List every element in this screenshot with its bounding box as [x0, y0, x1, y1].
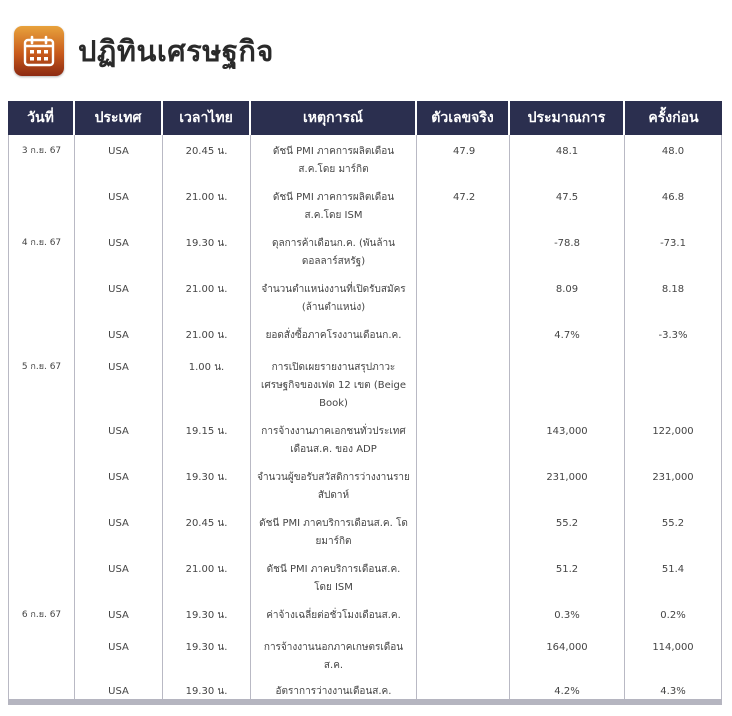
column-header-previous: ครั้งก่อน: [625, 101, 722, 135]
cell-forecast: 47.5: [510, 181, 625, 227]
cell-actual: [417, 507, 510, 553]
cell-actual: [417, 631, 510, 675]
cell-country: USA: [75, 273, 163, 319]
cell-date: [8, 181, 75, 227]
cell-event: [251, 553, 417, 599]
column-header-country: ประเทศ: [75, 101, 163, 135]
cell-date: 5 ก.ย. 67: [8, 351, 75, 415]
table-row: [8, 181, 722, 227]
cell-time: 19.30 น.: [163, 675, 251, 705]
cell-forecast: 51.2: [510, 553, 625, 599]
economic-calendar-table: [8, 101, 722, 705]
cell-time: 20.45 น.: [163, 135, 251, 181]
event-text: จำนวนผู้ขอรับสวัสดิการว่างงานรายสัปดาห์: [257, 472, 410, 501]
event-text: ค่าจ้างเฉลี่ยต่อชั่วโมงเดือนส.ค.: [266, 610, 401, 621]
cell-country: USA: [75, 507, 163, 553]
event-text: ดัชนี PMI ภาคการผลิตเดือนส.ค.โดย ISM: [272, 192, 395, 221]
cell-forecast: -78.8: [510, 227, 625, 273]
cell-previous: 122,000: [625, 415, 722, 461]
table-header-row: [8, 101, 722, 135]
cell-previous: -73.1: [625, 227, 722, 273]
column-header-event: เหตุการณ์: [251, 101, 417, 135]
cell-date: [8, 319, 75, 351]
event-text: ดัชนี PMI ภาคการผลิตเดือนส.ค.โดย มาร์กิต: [272, 146, 395, 175]
page-title: ปฏิทินเศรษฐกิจ: [78, 34, 274, 68]
cell-event: [251, 181, 417, 227]
cell-forecast: 4.2%: [510, 675, 625, 705]
table-row: [8, 351, 722, 415]
table-row: [8, 553, 722, 599]
table-row: [8, 415, 722, 461]
event-text: ยอดสั่งซื้อภาคโรงงานเดือนก.ค.: [265, 330, 402, 341]
cell-actual: [417, 319, 510, 351]
cell-event: [251, 461, 417, 507]
column-header-actual: ตัวเลขจริง: [417, 101, 510, 135]
cell-date: [8, 415, 75, 461]
cell-event: [251, 135, 417, 181]
event-text: ดัชนี PMI ภาคบริการเดือนส.ค. โดยมาร์กิต: [259, 518, 408, 547]
cell-date: [8, 461, 75, 507]
cell-time: 21.00 น.: [163, 553, 251, 599]
calendar-icon: [14, 26, 64, 76]
column-header-time: เวลาไทย: [163, 101, 251, 135]
event-text: ดัชนี PMI ภาคบริการเดือนส.ค. โดย ISM: [266, 564, 401, 593]
table-row: [8, 461, 722, 507]
cell-country: USA: [75, 135, 163, 181]
cell-date: 3 ก.ย. 67: [8, 135, 75, 181]
cell-event: [251, 631, 417, 675]
cell-event: [251, 319, 417, 351]
cell-country: USA: [75, 675, 163, 705]
table-row: [8, 273, 722, 319]
event-text: การจ้างงานภาคเอกชนทั่วประเทศเดือนส.ค. ของ ADP: [261, 426, 406, 455]
cell-date: [8, 631, 75, 675]
cell-event: [251, 415, 417, 461]
cell-event: [251, 507, 417, 553]
table-row: [8, 599, 722, 631]
column-header-forecast: ประมาณการ: [510, 101, 625, 135]
cell-date: [8, 507, 75, 553]
cell-event: [251, 599, 417, 631]
cell-time: 19.30 น.: [163, 227, 251, 273]
cell-previous: 46.8: [625, 181, 722, 227]
cell-country: USA: [75, 631, 163, 675]
table-row: [8, 319, 722, 351]
table-row: [8, 135, 722, 181]
event-text: การเปิดเผยรายงานสรุปภาวะเศรษฐกิจของเฟด 12 เขต (Beige Book): [260, 362, 407, 409]
cell-forecast: 55.2: [510, 507, 625, 553]
cell-forecast: 8.09: [510, 273, 625, 319]
cell-event: [251, 227, 417, 273]
cell-time: 21.00 น.: [163, 319, 251, 351]
cell-date: 6 ก.ย. 67: [8, 599, 75, 631]
event-text: จำนวนตำแหน่งงานที่เปิดรับสมัคร (ล้านตำแหน่ง): [261, 284, 406, 313]
cell-actual: [417, 351, 510, 415]
cell-actual: 47.9: [417, 135, 510, 181]
cell-forecast: 143,000: [510, 415, 625, 461]
cell-time: 19.15 น.: [163, 415, 251, 461]
cell-forecast: 0.3%: [510, 599, 625, 631]
cell-date: [8, 273, 75, 319]
cell-time: 21.00 น.: [163, 181, 251, 227]
cell-actual: [417, 415, 510, 461]
cell-forecast: [510, 351, 625, 415]
cell-country: USA: [75, 599, 163, 631]
cell-actual: 47.2: [417, 181, 510, 227]
cell-time: 1.00 น.: [163, 351, 251, 415]
cell-actual: [417, 599, 510, 631]
cell-country: USA: [75, 319, 163, 351]
cell-previous: 48.0: [625, 135, 722, 181]
cell-country: USA: [75, 227, 163, 273]
table-bottom-border: [8, 699, 722, 705]
column-header-date: วันที่: [8, 101, 75, 135]
cell-country: USA: [75, 461, 163, 507]
cell-actual: [417, 461, 510, 507]
cell-previous: 114,000: [625, 631, 722, 675]
cell-country: USA: [75, 351, 163, 415]
table-row: [8, 631, 722, 675]
cell-previous: 231,000: [625, 461, 722, 507]
cell-actual: [417, 553, 510, 599]
cell-forecast: 4.7%: [510, 319, 625, 351]
cell-previous: 8.18: [625, 273, 722, 319]
cell-date: [8, 553, 75, 599]
cell-forecast: 48.1: [510, 135, 625, 181]
cell-country: USA: [75, 415, 163, 461]
event-text: การจ้างงานนอกภาคเกษตรเดือนส.ค.: [263, 642, 404, 671]
event-text: อัตราการว่างงานเดือนส.ค.: [275, 686, 392, 697]
cell-date: 4 ก.ย. 67: [8, 227, 75, 273]
cell-actual: [417, 273, 510, 319]
table-row: [8, 227, 722, 273]
cell-time: 21.00 น.: [163, 273, 251, 319]
cell-forecast: 164,000: [510, 631, 625, 675]
table-row: [8, 507, 722, 553]
cell-time: 20.45 น.: [163, 507, 251, 553]
cell-previous: -3.3%: [625, 319, 722, 351]
cell-previous: 51.4: [625, 553, 722, 599]
cell-previous: 0.2%: [625, 599, 722, 631]
cell-actual: [417, 227, 510, 273]
cell-event: [251, 351, 417, 415]
cell-time: 19.30 น.: [163, 631, 251, 675]
cell-previous: 55.2: [625, 507, 722, 553]
cell-country: USA: [75, 181, 163, 227]
cell-previous: 4.3%: [625, 675, 722, 705]
page-header: [14, 24, 274, 78]
cell-previous: [625, 351, 722, 415]
cell-time: 19.30 น.: [163, 599, 251, 631]
event-text: ดุลการค้าเดือนก.ค. (พันล้านดอลลาร์สหรัฐ): [272, 238, 395, 267]
cell-country: USA: [75, 553, 163, 599]
cell-forecast: 231,000: [510, 461, 625, 507]
cell-time: 19.30 น.: [163, 461, 251, 507]
cell-event: [251, 273, 417, 319]
